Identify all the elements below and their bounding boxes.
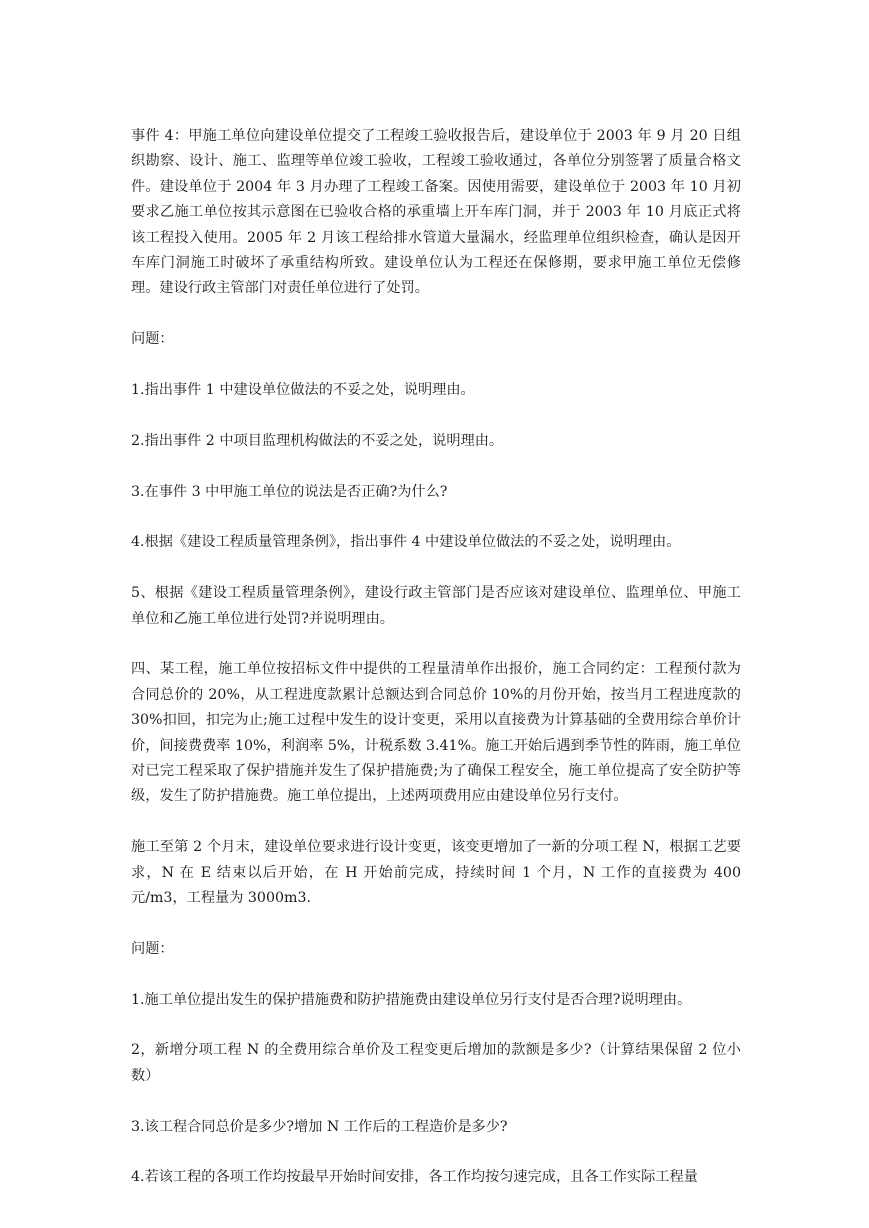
paragraph-question-b1: 1.施工单位提出发生的保护措施费和防护措施费由建设单位另行支付是否合理?说明理由。 bbox=[131, 991, 692, 1008]
paragraph-question-b4: 4.若该工程的各项工作均按最早开始时间安排，各工作均按匀速完成，且各工作实际工程量 bbox=[131, 1169, 698, 1186]
paragraph-question-b2: 2，新增分项工程 N 的全费用综合单价及工程变更后增加的款额是多少?（计算结果保留 2 位小数） bbox=[131, 1042, 741, 1084]
paragraph-problem-four: 四、某工程，施工单位按招标文件中提供的工程量清单作出报价，施工合同约定：工程预付款为合同总价的 20%，从工程进度款累计总额达到合同总价 10%的月份开始，按当月工程进度款的 30%扣回，扣完为止;施工过程中发生的设计变更，采用以直接费为计算基础的全费用综合单价计价，间接费费率 10%，利润率 5%，计税系数 3.41%。施工开始后遇到季节性的阵雨，施工单位对已完工程采取了保护措施并发生了保护措施费;为了确保工程安全，施工单位提高了安全防护等级，发生了防护措施费。施工单位提出，上述两项费用应由建设单位另行支付。 bbox=[131, 661, 741, 805]
paragraph-question-4: 4.根据《建设工程质量管理条例》，指出事件 4 中建设单位做法的不妥之处，说明理由。 bbox=[131, 534, 681, 551]
paragraph-questions-heading: 问题： bbox=[131, 331, 174, 348]
paragraph-question-5: 5、根据《建设工程质量管理条例》，建设行政主管部门是否应该对建设单位、监理单位、甲施工单位和乙施工单位进行处罚?并说明理由。 bbox=[131, 585, 741, 627]
paragraph-question-1: 1.指出事件 1 中建设单位做法的不妥之处，说明理由。 bbox=[131, 382, 475, 399]
paragraph-question-2: 2.指出事件 2 中项目监理机构做法的不妥之处，说明理由。 bbox=[131, 432, 504, 449]
paragraph-design-change: 施工至第 2 个月末，建设单位要求进行设计变更，该变更增加了一新的分项工程 N，根据工艺要求，N 在 E 结束以后开始，在 H 开始前完成，持续时间 1 个月，N 工作的直接费为 400 元/m3，工程量为 3000m3. bbox=[131, 839, 741, 907]
paragraph-event-4: 事件 4：甲施工单位向建设单位提交了工程竣工验收报告后，建设单位于 2003 年 9 月 20 日组织勘察、设计、施工、监理等单位竣工验收，工程竣工验收通过，各单位分别签署了质量合格文件。建设单位于 2004 年 3 月办理了工程竣工备案。因使用需要，建设单位于 2003 年 10 月初要求乙施工单位按其示意图在已验收合格的承重墙上开车库门洞，并于 2003 年 10 月底正式将该工程投入使用。2005 年 2 月该工程给排水管道大量漏水，经监理单位组织检查，确认是因开车库门洞施工时破坏了承重结构所致。建设单位认为工程还在保修期，要求甲施工单位无偿修理。建设行政主管部门对责任单位进行了处罚。 bbox=[131, 128, 741, 297]
paragraph-question-b3: 3.该工程合同总价是多少?增加 N 工作后的工程造价是多少? bbox=[131, 1118, 508, 1135]
document-page bbox=[131, 124, 741, 1216]
paragraph-question-3: 3.在事件 3 中甲施工单位的说法是否正确?为什么? bbox=[131, 483, 448, 500]
paragraph-questions-heading-2: 问题： bbox=[131, 940, 174, 957]
